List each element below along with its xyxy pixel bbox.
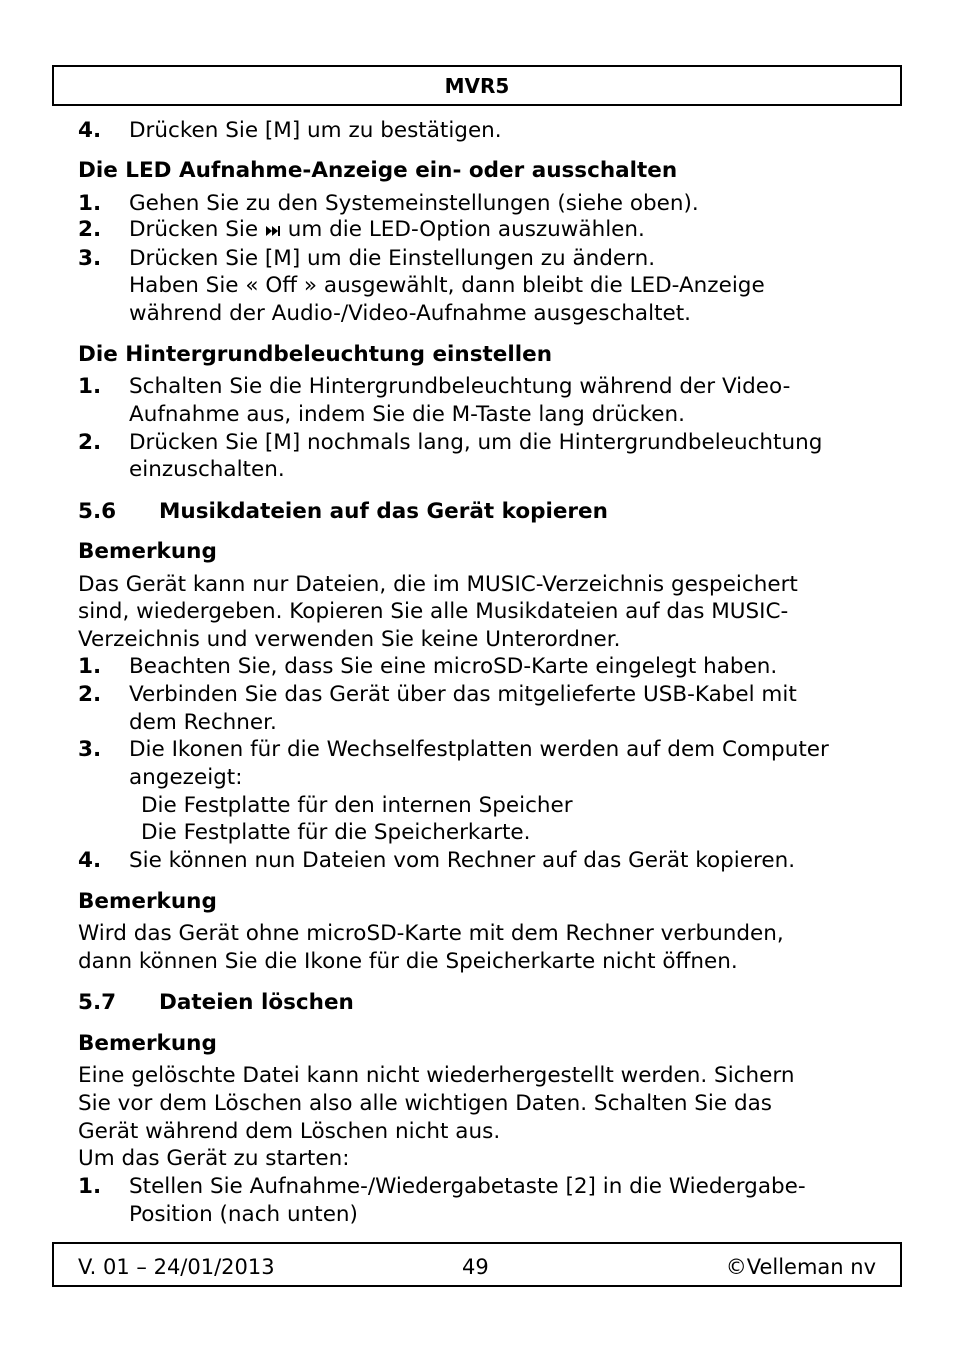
step-text: Die Ikonen für die Wechselfestplatten werden auf dem Computer: [129, 737, 829, 762]
page-header: [52, 65, 902, 106]
step-number: 1.: [78, 191, 102, 216]
step-text-pre: Drücken Sie: [129, 217, 265, 242]
note-text: Wird das Gerät ohne microSD-Karte mit dem Rechner verbunden,: [78, 921, 784, 946]
sub-item: Die Festplatte für den internen Speicher: [141, 793, 573, 818]
led-heading: Die LED Aufnahme-Anzeige ein- oder ausschalten: [78, 158, 678, 183]
section-title: Dateien löschen: [159, 990, 354, 1015]
step-text: [129, 216, 645, 246]
step-text: Aufnahme aus, indem Sie die M-Taste lang drücken.: [129, 402, 685, 427]
note-text: Sie vor dem Löschen also alle wichtigen Daten. Schalten Sie das: [78, 1091, 772, 1116]
step-text: Drücken Sie [M] um die Einstellungen zu ändern.: [129, 246, 656, 271]
note-heading: Bemerkung: [78, 1031, 217, 1056]
step-text: Verbinden Sie das Gerät über das mitgelieferte USB-Kabel mit: [129, 682, 797, 707]
step-number: 4.: [78, 118, 102, 143]
step-number: 1.: [78, 654, 102, 679]
step-number: 2.: [78, 217, 102, 242]
step-text: Drücken Sie [M] nochmals lang, um die Hintergrundbeleuchtung: [129, 430, 823, 455]
step-number: 2.: [78, 682, 102, 707]
footer-copyright: ©Velleman nv: [725, 1255, 876, 1279]
next-track-icon: [265, 218, 281, 246]
step-text: während der Audio-/Video-Aufnahme ausgeschaltet.: [129, 301, 692, 326]
step-number: 2.: [78, 430, 102, 455]
note-text: Eine gelöschte Datei kann nicht wiederhergestellt werden. Sichern: [78, 1063, 795, 1088]
section-title: Musikdateien auf das Gerät kopieren: [159, 499, 608, 524]
step-text: Schalten Sie die Hintergrundbeleuchtung während der Video-: [129, 374, 791, 399]
step-text-post: um die LED-Option auszuwählen.: [280, 217, 645, 242]
step-text: Stellen Sie Aufnahme-/Wiedergabetaste [2] in die Wiedergabe-: [129, 1174, 806, 1199]
step-number: 3.: [78, 737, 102, 762]
section-number: 5.6: [78, 499, 117, 524]
step-text: Beachten Sie, dass Sie eine microSD-Karte eingelegt haben.: [129, 654, 778, 679]
footer-version: V. 01 – 24/01/2013: [78, 1255, 275, 1279]
step-text: Position (nach unten): [129, 1202, 358, 1227]
step-text: Gehen Sie zu den Systemeinstellungen (siehe oben).: [129, 191, 699, 216]
note-text: Gerät während dem Löschen nicht aus.: [78, 1119, 501, 1144]
step-number: 4.: [78, 848, 102, 873]
note-text: Um das Gerät zu starten:: [78, 1146, 350, 1171]
note-heading: Bemerkung: [78, 889, 217, 914]
step-number: 1.: [78, 374, 102, 399]
note-text: Verzeichnis und verwenden Sie keine Unterordner.: [78, 627, 621, 652]
sub-item: Die Festplatte für die Speicherkarte.: [141, 820, 531, 845]
page-number: 49: [462, 1255, 489, 1279]
backlight-heading: Die Hintergrundbeleuchtung einstellen: [78, 342, 552, 367]
note-text: dann können Sie die Ikone für die Speicherkarte nicht öffnen.: [78, 949, 738, 974]
note-text: sind, wiedergeben. Kopieren Sie alle Musikdateien auf das MUSIC-: [78, 599, 789, 624]
page-footer: [52, 1242, 902, 1287]
note-text: Das Gerät kann nur Dateien, die im MUSIC-Verzeichnis gespeichert: [78, 572, 798, 597]
step-number: 3.: [78, 246, 102, 271]
step-text: Haben Sie « Off » ausgewählt, dann bleibt die LED-Anzeige: [129, 273, 765, 298]
step-text: angezeigt:: [129, 765, 243, 790]
note-heading: Bemerkung: [78, 539, 217, 564]
step-text: Sie können nun Dateien vom Rechner auf das Gerät kopieren.: [129, 848, 796, 873]
section-number: 5.7: [78, 990, 117, 1015]
step-text: einzuschalten.: [129, 457, 285, 482]
step-text: Drücken Sie [M] um zu bestätigen.: [129, 118, 502, 143]
step-number: 1.: [78, 1174, 102, 1199]
header-title: MVR5: [444, 74, 510, 98]
step-text: dem Rechner.: [129, 710, 277, 735]
